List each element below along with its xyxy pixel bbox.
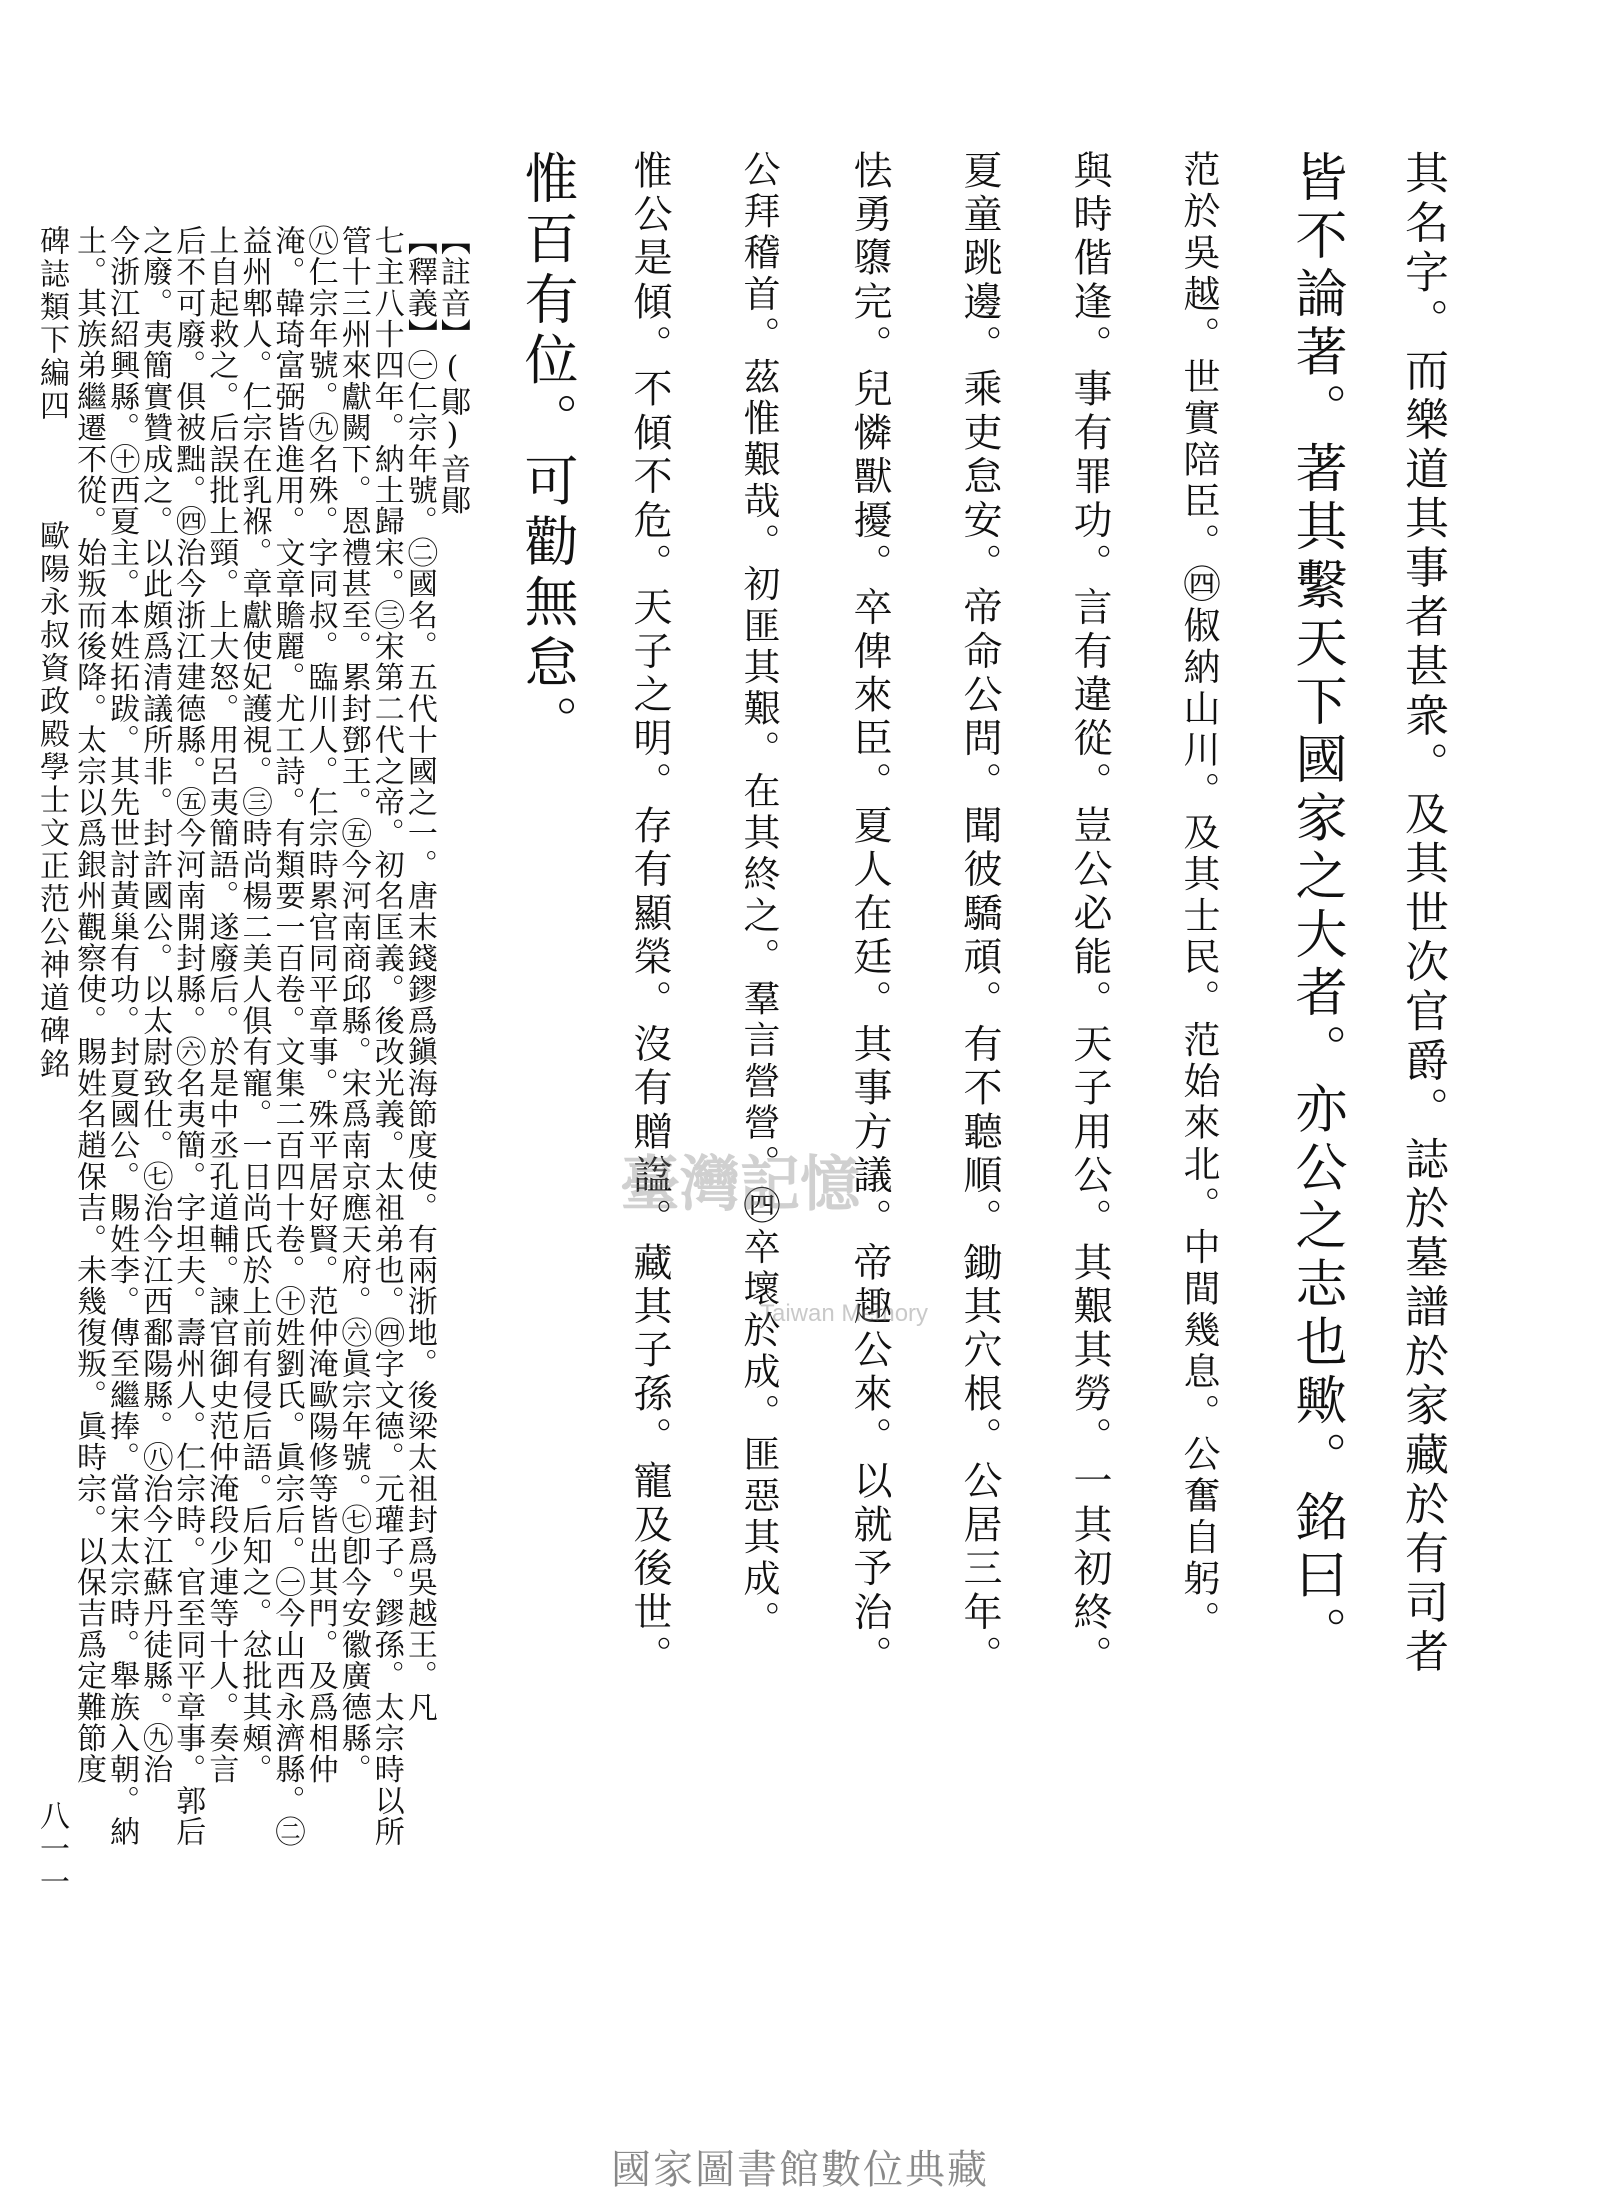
- main-text-column-2: 皆不論著。著其繫天下國家之大者。亦公之志也歟。銘曰。: [1286, 150, 1346, 1665]
- main-text-column-9: 惟百有位。可勸無怠。: [516, 150, 579, 755]
- note-line-1: 【釋義】㊀仁宗年號。㊁國名。五代十國之一。唐末錢鏐爲鎭海節度使。有兩浙地。後梁太祖封爲吳越王。凡: [401, 225, 437, 1723]
- main-text-column-6: 怯勇隳完。兒憐獸擾。卒俾來臣。夏人在廷。其事方議。帝趣公來。以就予治。: [847, 150, 892, 1679]
- note-line-3: 管十三州來獻闕下。恩禮甚至。累封鄧王。㊄今河南商邱縣。宋爲南京應天府。㊅眞宗年號。㊆卽今安徽廣德縣。: [335, 225, 371, 1785]
- note-line-11: 土。其族弟繼遷不從。始叛而後降。太宗以爲銀州觀察使。賜姓名趙保吉。未幾復叛。眞時宗。以保吉爲定難節度: [71, 225, 107, 1785]
- note-line-7: 上自起救之。后誤批上頸。上大怒。用呂夷簡語。遂廢后。於是中丞孔道輔。諫官御史范仲淹段少連等十人。奏言: [203, 225, 239, 1785]
- note-pronunciation: 【註音】(鄖)音鄖: [434, 225, 470, 516]
- note-line-4: ㊇仁宗年號。㊈名殊。字同叔。臨川人。仁宗時累官同平章事。殊平居好賢。范仲淹歐陽修等皆出其門。及爲相仲: [302, 225, 338, 1785]
- note-line-2: 七主八十四年。納土歸宋。㊂宋第二代之帝。初名匡義。後改光義。太祖弟也。㊃字文德。元瓘子。鏐孫。太宗時以所: [368, 225, 404, 1848]
- footer-article-title: 歐陽永叔資政殿學士文正范公神道碑銘: [34, 520, 69, 1081]
- main-text-column-7: 公拜稽首。茲惟艱哉。初匪其艱。在其終之。羣言營營。㊃卒壞於成。匪惡其成。: [737, 150, 780, 1642]
- watermark-seal: 臺灣記憶: [620, 1150, 860, 1220]
- note-line-9: 之廢。夷簡實贊成之。以此頗爲清議所非。封許國公。以太尉致仕。㊆治今江西鄱陽縣。㊇治今江蘇丹徒縣。㊈治: [137, 225, 173, 1785]
- main-text-column-3: 范於吳越。世實陪臣。㊃俶納山川。及其士民。范始來北。中間幾息。公奮自躬。: [1177, 150, 1220, 1642]
- note-line-10: 今浙江紹興縣。㊉西夏主。本姓拓跋。其先世討黃巢有功。封夏國公。賜姓李。傳至繼捧。當宋太宗時。舉族入朝。納: [104, 225, 140, 1848]
- note-line-8: 后不可廢。俱被黜。㊃治今浙江建德縣。㊄今河南開封縣。㊅名夷簡。字坦夫。壽州人。仁宗時。官至同平章事。郭后: [170, 225, 206, 1848]
- main-text-column-1: 其名字。而樂道其事者甚衆。及其世次官爵。誌於墓譜於家藏於有司者: [1397, 150, 1448, 1678]
- main-text-column-4: 與時偕逢。事有罪功。言有違從。豈公必能。天子用公。其艱其勞。一其初終。: [1067, 150, 1112, 1679]
- main-text-column-5: 夏童跳邊。乘吏怠安。帝命公問。聞彼驕頑。有不聽順。鋤其穴根。公居三年。: [957, 150, 1002, 1679]
- note-line-5: 淹。韓琦富弼皆進用。文章贍麗。尤工詩。有類要一百卷。文集二百四十卷。㊉姓劉氏。眞宗后。㊀今山西永濟縣。㊁: [269, 225, 305, 1848]
- footer-book-title: 碑誌類下編四: [34, 225, 69, 423]
- watermark-seal-subtitle: Taiwan Memory: [760, 1300, 929, 1327]
- note-line-6: 益州郫人。仁宗在乳褓。章獻使妃護視。㊂時尚楊二美人俱有寵。一日尚氏於上前有侵后語。后知之。忿批其頰。: [236, 225, 272, 1785]
- footer-page-number: 八一一: [34, 1800, 69, 1899]
- library-watermark: 國家圖書館數位典藏: [611, 2147, 989, 2193]
- main-text-column-8: 惟公是傾。不傾不危。天子之明。存有顯榮。沒有贈諡。藏其子孫。寵及後世。: [627, 150, 672, 1679]
